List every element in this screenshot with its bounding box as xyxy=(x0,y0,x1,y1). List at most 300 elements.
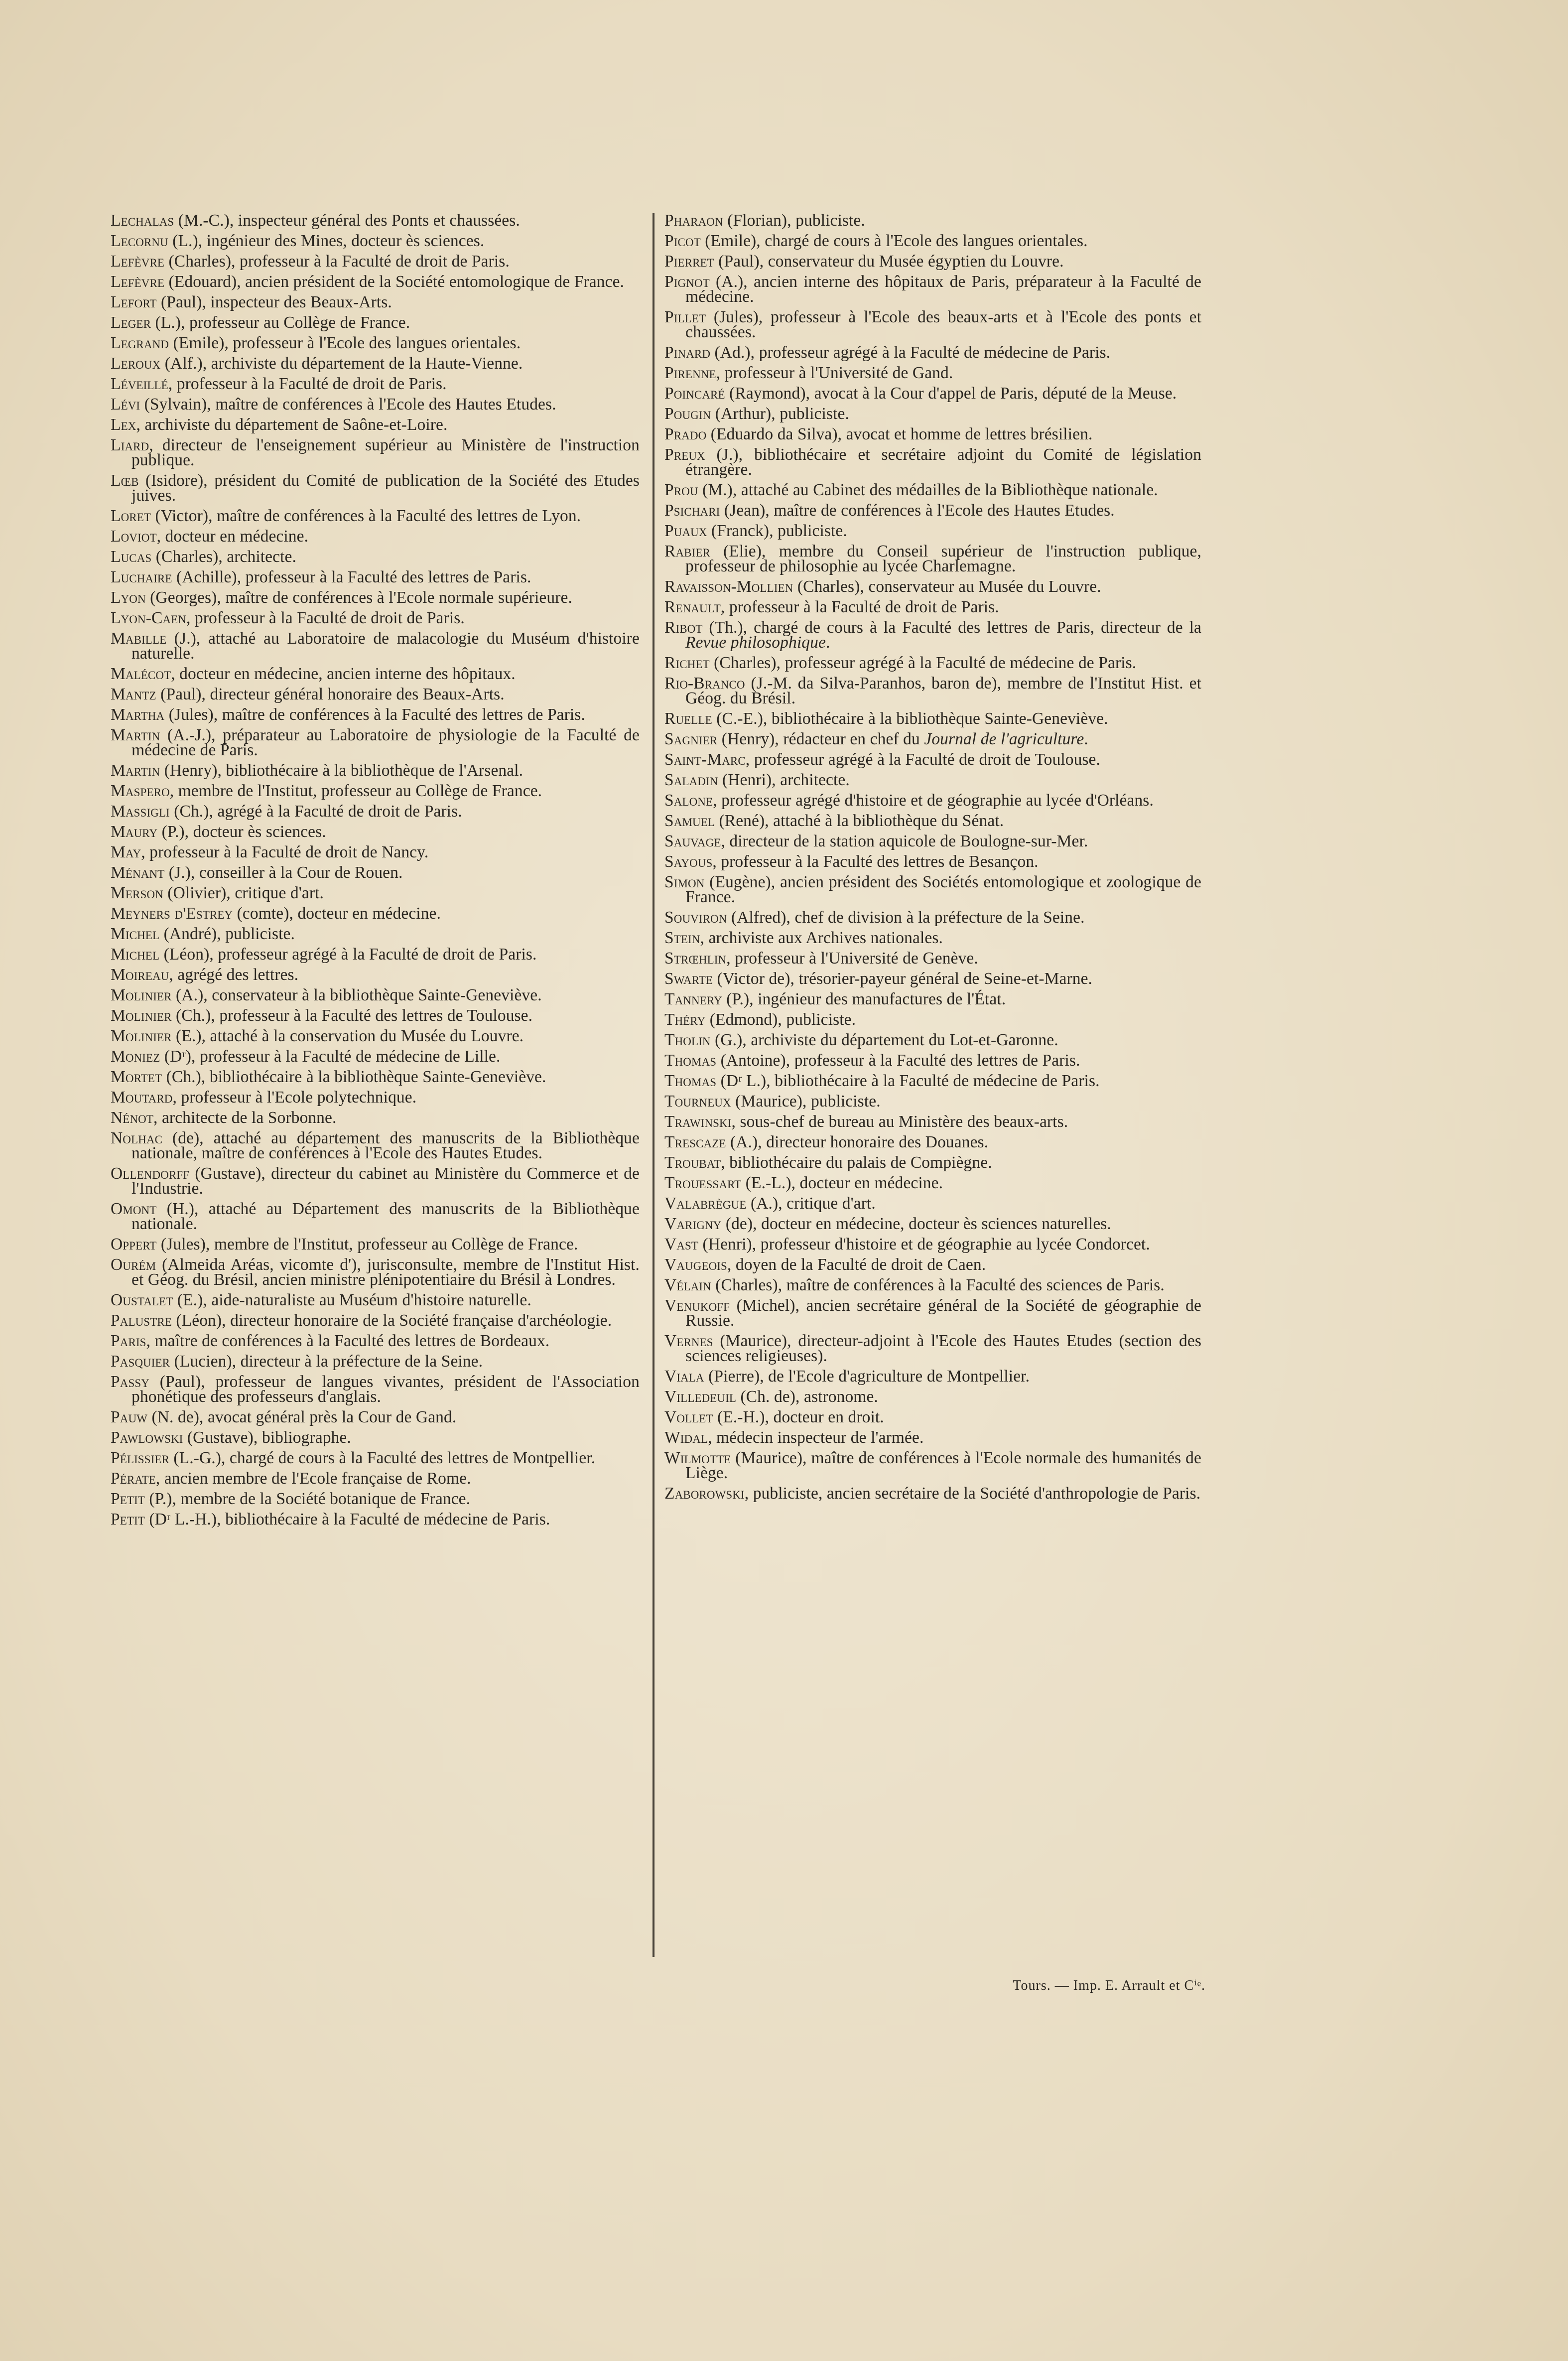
entry-name: Nénot xyxy=(111,1109,154,1127)
entry-description: (Almeida Aréas, vicomte d'), jurisconsulte, membre de l'Institut Hist. et Géog. du Brésil, ancien ministre plénipotentiaire du Brésil à Londres. xyxy=(131,1255,640,1289)
entry-name: Leger xyxy=(111,313,151,332)
entry-name: Valabrègue xyxy=(664,1194,747,1213)
entry-description: , professeur agrégé d'histoire et de géographie au lycée d'Orléans. xyxy=(713,791,1154,810)
entry-description: , docteur en médecine, ancien interne des hôpitaux. xyxy=(171,665,516,683)
entry-description-end: . xyxy=(1084,730,1088,748)
entry-description: (Edmond), publiciste. xyxy=(705,1010,856,1029)
list-item xyxy=(664,1012,1201,1027)
entry-description: (A.), conservateur à la bibliothèque Sainte-Geneviève. xyxy=(171,986,542,1004)
list-item xyxy=(111,886,640,901)
list-item xyxy=(111,254,640,269)
column-divider xyxy=(653,213,654,1957)
list-item xyxy=(111,1410,640,1425)
entry-name: Vernes xyxy=(664,1332,713,1350)
list-item xyxy=(664,1298,1201,1328)
entry-description: (Arthur), publiciste. xyxy=(711,405,849,423)
entry-description: (Emile), chargé de cours à l'Ecole des langues orientales. xyxy=(700,232,1088,250)
list-item xyxy=(111,865,640,880)
entry-name: Richet xyxy=(664,654,710,672)
entry-description: , directeur de l'enseignement supérieur au Ministère de l'instruction publique. xyxy=(131,436,640,469)
list-item xyxy=(664,1176,1201,1191)
entry-name: Widal xyxy=(664,1428,708,1447)
entry-name: Loret xyxy=(111,507,151,525)
list-item xyxy=(664,752,1201,767)
entry-description: (André), publiciste. xyxy=(159,925,295,943)
entry-name: Martha xyxy=(111,705,165,724)
entry-name: Pougin xyxy=(664,405,711,423)
list-item xyxy=(111,473,640,503)
list-item xyxy=(664,1217,1201,1232)
entry-name: Molinier xyxy=(111,986,172,1004)
entry-name: Oppert xyxy=(111,1235,157,1253)
entry-name: Sayous xyxy=(664,852,713,871)
entry-name: Troubat xyxy=(664,1153,721,1172)
entry-name: Lefèvre xyxy=(111,273,165,291)
entry-name: Molinier xyxy=(111,1027,172,1045)
entry-description: (René), attaché à la bibliothèque du Sénat. xyxy=(715,812,1004,830)
entry-description: , professeur à la Faculté des lettres de Besançon. xyxy=(712,852,1039,871)
entry-description: , professeur à la Faculté de droit de Paris. xyxy=(186,609,465,627)
entry-description: , ancien membre de l'Ecole française de Rome. xyxy=(155,1469,471,1488)
entry-description: (Ch.), professeur à la Faculté des lettres de Toulouse. xyxy=(171,1006,533,1025)
list-item xyxy=(664,1135,1201,1150)
entry-description: (A.), ancien interne des hôpitaux de Paris, préparateur à la Faculté de médecine. xyxy=(685,273,1201,306)
entry-description: (Ch.), bibliothécaire à la bibliothèque Sainte-Geneviève. xyxy=(162,1068,546,1086)
entry-name: Lyon-Caen xyxy=(111,609,186,627)
list-item xyxy=(111,1492,640,1507)
list-item xyxy=(111,631,640,661)
entry-name: Ravaisson-Mollien xyxy=(664,577,793,596)
list-item xyxy=(111,570,640,585)
list-item xyxy=(111,845,640,860)
entry-description: (Paul), professeur de langues vivantes, président de l'Association phonétique des professeurs d'anglais. xyxy=(131,1373,640,1406)
printer-imprint: Tours. — Imp. E. Arrault et Cⁱᵉ. xyxy=(1013,1978,1205,1993)
list-item xyxy=(664,254,1201,269)
entry-name: Moniez xyxy=(111,1047,160,1066)
entry-description: (Gustave), directeur du cabinet au Ministère du Commerce et de l'Industrie. xyxy=(131,1164,640,1198)
entry-description: (Ch. de), astronome. xyxy=(736,1388,878,1406)
entry-name: Viala xyxy=(664,1367,704,1386)
entry-description: (A.), critique d'art. xyxy=(746,1194,876,1213)
list-item xyxy=(664,931,1201,946)
entry-name: Wilmotte xyxy=(664,1449,731,1467)
list-item xyxy=(111,1293,640,1308)
list-item xyxy=(664,1094,1201,1109)
entry-description: , docteur en médecine. xyxy=(156,527,309,546)
list-item xyxy=(664,345,1201,360)
entry-name: Lyon xyxy=(111,588,146,607)
list-item xyxy=(664,910,1201,925)
entry-name: Rabier xyxy=(664,542,710,560)
entry-description: (Charles), architecte. xyxy=(151,548,296,566)
entry-name: Léveillé xyxy=(111,375,168,393)
entry-name: Ribot xyxy=(664,618,703,637)
list-item xyxy=(111,1029,640,1044)
entry-name: Pélissier xyxy=(111,1449,169,1467)
list-item xyxy=(664,503,1201,518)
entry-description: (Henry), bibliothécaire à la bibliothèque de l'Arsenal. xyxy=(160,761,523,780)
entry-description: (N. de), avocat général près la Cour de Gand. xyxy=(147,1408,457,1426)
entry-name: Petit xyxy=(111,1490,145,1508)
entry-name: Moutard xyxy=(111,1088,173,1107)
entry-description: (Paul), inspecteur des Beaux-Arts. xyxy=(156,293,392,311)
entry-name: Lœb xyxy=(111,471,139,490)
entry-name: Tholin xyxy=(664,1031,711,1049)
entry-description: , professeur à la Faculté de droit de Paris. xyxy=(168,375,447,393)
entry-name: Picot xyxy=(664,232,701,250)
entry-description: (Jules), maître de conférences à la Faculté des lettres de Paris. xyxy=(164,705,585,724)
entry-description: (Gustave), bibliographe. xyxy=(183,1428,351,1447)
entry-name: Samuel xyxy=(664,812,715,830)
entry-name: Legrand xyxy=(111,334,169,352)
list-item xyxy=(111,529,640,544)
list-item xyxy=(111,1430,640,1445)
entry-name: Saladin xyxy=(664,771,718,789)
entry-italic-title: Journal de l'agriculture xyxy=(924,730,1084,748)
entry-name: Prado xyxy=(664,425,707,443)
entry-name: Zaborowski xyxy=(664,1484,745,1503)
entry-description: (Dʳ), professeur à la Faculté de médecine de Lille. xyxy=(160,1047,501,1066)
list-item xyxy=(664,1053,1201,1068)
list-item xyxy=(111,1070,640,1085)
entry-description: (Georges), maître de conférences à l'Ecole normale supérieure. xyxy=(145,588,572,607)
entry-description: , membre de l'Institut, professeur au Collège de France. xyxy=(169,782,542,800)
list-item xyxy=(111,707,640,722)
list-item xyxy=(111,438,640,468)
entry-name: Massigli xyxy=(111,802,170,821)
list-item xyxy=(111,1334,640,1349)
entry-name: Lévi xyxy=(111,395,140,414)
entry-italic-title: Revue philosophique xyxy=(685,633,826,652)
list-item xyxy=(111,1375,640,1404)
entry-name: Pasquier xyxy=(111,1352,170,1371)
list-item xyxy=(111,377,640,392)
list-item xyxy=(111,275,640,289)
entry-description: (Maurice), publiciste. xyxy=(731,1092,881,1111)
entry-description: , professeur à l'Université de Gand. xyxy=(716,364,953,382)
entry-description: (J.-M. da Silva-Paranhos, baron de), membre de l'Institut Hist. et Géog. du Brésil. xyxy=(685,674,1201,707)
list-item xyxy=(664,1074,1201,1089)
entry-description: (Olivier), critique d'art. xyxy=(163,884,324,902)
entry-name: Vélain xyxy=(664,1276,711,1294)
entry-name: Tourneux xyxy=(664,1092,731,1111)
entry-description: (H.), attaché au Département des manuscrits de la Bibliothèque nationale. xyxy=(131,1200,640,1233)
entry-description: , professeur à l'Ecole polytechnique. xyxy=(172,1088,417,1107)
entry-name: Pirenne xyxy=(664,364,716,382)
entry-name: Malécot xyxy=(111,665,171,683)
list-item xyxy=(111,336,640,351)
entry-name: Trouessart xyxy=(664,1174,742,1192)
entry-name: Loviot xyxy=(111,527,157,546)
entry-name: Maspero xyxy=(111,782,170,800)
list-item xyxy=(664,1369,1201,1384)
list-item xyxy=(664,579,1201,594)
entry-description: (Ad.), professeur agrégé à la Faculté de médecine de Paris. xyxy=(710,343,1111,362)
entry-description: (Elie), membre du Conseil supérieur de l'instruction publique, professeur de philosophie au lycée Charlemagne. xyxy=(685,542,1201,575)
list-item xyxy=(664,213,1201,228)
entry-name: Pignot xyxy=(664,273,710,291)
entry-description: , professeur agrégé à la Faculté de droit de Toulouse. xyxy=(745,750,1101,769)
entry-description: (Isidore), président du Comité de publication de la Société des Etudes juives. xyxy=(131,471,640,505)
list-item xyxy=(664,447,1201,477)
entry-description: (Eduardo da Silva), avocat et homme de lettres brésilien. xyxy=(706,425,1093,443)
entry-name: Ourém xyxy=(111,1255,156,1274)
list-item xyxy=(664,600,1201,615)
entry-name: Trescaze xyxy=(664,1133,726,1151)
entry-description: (M.-C.), inspecteur général des Ponts et chaussées. xyxy=(174,211,520,230)
list-item xyxy=(111,1111,640,1125)
entry-description: (Charles), professeur à la Faculté de droit de Paris. xyxy=(164,252,510,271)
entry-description: (P.), ingénieur des manufactures de l'État. xyxy=(722,990,1006,1008)
entry-description: (Edouard), ancien président de la Société entomologique de France. xyxy=(164,273,625,291)
entry-name: Thomas xyxy=(664,1051,717,1070)
entry-name: Ruelle xyxy=(664,709,712,728)
entry-description: , doyen de la Faculté de droit de Caen. xyxy=(727,1255,986,1274)
list-item xyxy=(111,356,640,371)
entry-name: Swarte xyxy=(664,970,713,988)
entry-name: Trawinski xyxy=(664,1112,732,1131)
entry-description: (P.), membre de la Société botanique de France. xyxy=(144,1490,471,1508)
list-item xyxy=(664,711,1201,726)
list-item xyxy=(664,1257,1201,1272)
entry-description: (Sylvain), maître de conférences à l'Ecole des Hautes Etudes. xyxy=(140,395,556,414)
entry-name: Thomas xyxy=(664,1072,717,1090)
entry-description: , maître de conférences à la Faculté des lettres de Bordeaux. xyxy=(146,1332,550,1350)
entry-description: (J.), conseiller à la Cour de Rouen. xyxy=(164,863,403,882)
entry-name: Leroux xyxy=(111,354,161,373)
entry-description: (J.), bibliothécaire et secrétaire adjoint du Comité de législation étrangère. xyxy=(685,445,1201,479)
list-item xyxy=(664,1237,1201,1252)
entry-description: (Alfred), chef de division à la préfecture de la Seine. xyxy=(727,908,1085,927)
list-item xyxy=(111,947,640,962)
entry-description: (P.), docteur ès sciences. xyxy=(157,823,326,841)
entry-description: (Franck), publiciste. xyxy=(707,522,847,540)
list-item xyxy=(111,1313,640,1328)
entry-description: (E.), aide-naturaliste au Muséum d'histoire naturelle. xyxy=(173,1291,531,1309)
list-item xyxy=(111,590,640,605)
list-item xyxy=(111,906,640,921)
entry-description: (Henri), professeur d'histoire et de géographie au lycée Condorcet. xyxy=(698,1235,1150,1253)
entry-description: , architecte de la Sorbonne. xyxy=(153,1109,337,1127)
list-item xyxy=(111,1471,640,1486)
entry-name: Vast xyxy=(664,1235,699,1253)
entry-name: Mabille xyxy=(111,629,167,648)
entry-description: (Henry), rédacteur en chef du xyxy=(717,730,924,748)
list-item xyxy=(664,875,1201,905)
entry-name: Pauw xyxy=(111,1408,147,1426)
entry-description: (Charles), conservateur au Musée du Louvre. xyxy=(793,577,1101,596)
list-item xyxy=(111,550,640,564)
entry-name: Lefèvre xyxy=(111,252,165,271)
entry-description: (A.), directeur honoraire des Douanes. xyxy=(726,1133,989,1151)
list-item xyxy=(111,1049,640,1064)
left-column xyxy=(111,213,640,1532)
entry-description: (Léon), professeur agrégé à la Faculté de droit de Paris. xyxy=(159,945,537,964)
entry-description: , archiviste aux Archives nationales. xyxy=(700,929,943,947)
entry-name: Théry xyxy=(664,1010,706,1029)
entry-description: (Raymond), avocat à la Cour d'appel de Paris, député de la Meuse. xyxy=(725,384,1177,403)
entry-description: (Henri), architecte. xyxy=(718,771,850,789)
entry-description: , médecin inspecteur de l'armée. xyxy=(708,1428,924,1447)
entry-name: Sauvage xyxy=(664,832,721,850)
list-item xyxy=(111,611,640,626)
entry-description: (Dʳ L.-H.), bibliothécaire à la Faculté de médecine de Paris. xyxy=(144,1510,550,1528)
entry-description: (Th.), chargé de cours à la Faculté des lettres de Paris, directeur de la xyxy=(702,618,1201,637)
list-item xyxy=(111,927,640,942)
entry-name: Ollendorff xyxy=(111,1164,190,1183)
entry-name: Michel xyxy=(111,945,160,964)
entry-description: (L.), ingénieur des Mines, docteur ès sciences. xyxy=(168,232,485,250)
entry-description: , professeur à l'Université de Genève. xyxy=(726,949,978,968)
entry-name: Renault xyxy=(664,598,721,616)
list-item xyxy=(664,1410,1201,1425)
list-item xyxy=(664,1033,1201,1048)
list-item xyxy=(664,310,1201,340)
entry-name: Lechalas xyxy=(111,211,174,230)
list-item xyxy=(664,366,1201,381)
entry-name: Lefort xyxy=(111,293,157,311)
entry-name: Meyners d'Estrey xyxy=(111,904,233,923)
list-item xyxy=(664,972,1201,986)
entry-description: (E.-H.), docteur en droit. xyxy=(713,1408,884,1426)
list-item xyxy=(111,1237,640,1252)
entry-name: Vollet xyxy=(664,1408,713,1426)
entry-name: Mantz xyxy=(111,685,156,703)
list-item xyxy=(664,834,1201,849)
entry-description: (Alf.), archiviste du département de la Haute-Vienne. xyxy=(160,354,523,373)
entry-description: (Maurice), directeur-adjoint à l'Ecole des Hautes Etudes (section des sciences religieuses). xyxy=(685,1332,1201,1365)
list-item xyxy=(111,1451,640,1466)
list-item xyxy=(664,656,1201,671)
entry-description: , professeur à la Faculté de droit de Nancy. xyxy=(141,843,429,861)
entry-description: (Antoine), professeur à la Faculté des lettres de Paris. xyxy=(716,1051,1080,1070)
entry-name: Rio-Branco xyxy=(664,674,745,693)
entry-name: Saint-Marc xyxy=(664,750,746,769)
list-item xyxy=(111,968,640,982)
entry-name: Tannery xyxy=(664,990,722,1008)
entry-description: (G.), archiviste du département du Lot-et-Garonne. xyxy=(710,1031,1058,1049)
entry-name: Pérate xyxy=(111,1469,156,1488)
list-item xyxy=(111,397,640,412)
entry-name: Prou xyxy=(664,481,698,499)
entry-description: (Pierre), de l'Ecole d'agriculture de Montpellier. xyxy=(704,1367,1030,1386)
entry-description: (L.), professeur au Collège de France. xyxy=(151,313,410,332)
list-item xyxy=(111,509,640,524)
entry-name: Pillet xyxy=(664,308,706,326)
entry-name: Passy xyxy=(111,1373,149,1391)
entry-name: Pawlowski xyxy=(111,1428,183,1447)
entry-name: Pierret xyxy=(664,252,714,271)
list-item xyxy=(664,524,1201,539)
entry-description: (M.), attaché au Cabinet des médailles de la Bibliothèque nationale. xyxy=(698,481,1158,499)
entry-description: , agrégé des lettres. xyxy=(169,966,299,984)
entry-description: (Victor), maître de conférences à la Faculté des lettres de Lyon. xyxy=(151,507,581,525)
entry-description: (Achille), professeur à la Faculté des lettres de Paris. xyxy=(172,568,531,586)
entry-description: (de), attaché au département des manuscrits de la Bibliothèque nationale, maître de conférences à l'Ecole des Hautes Etudes. xyxy=(131,1129,640,1162)
entry-name: May xyxy=(111,843,141,861)
entry-description: , bibliothécaire du palais de Compiègne. xyxy=(721,1153,992,1172)
list-item xyxy=(111,763,640,778)
list-item xyxy=(111,1166,640,1196)
entry-name: Molinier xyxy=(111,1006,172,1025)
entry-name: Preux xyxy=(664,445,705,464)
list-item xyxy=(664,620,1201,650)
list-item xyxy=(111,784,640,799)
entry-description: , directeur de la station aquicole de Boulogne-sur-Mer. xyxy=(721,832,1088,850)
list-item xyxy=(111,1354,640,1369)
entry-description: (Maurice), maître de conférences à l'Ecole normale des humanités de Liège. xyxy=(685,1449,1201,1482)
list-item xyxy=(664,386,1201,401)
list-item xyxy=(111,213,640,228)
list-item xyxy=(664,814,1201,829)
entry-description: , archiviste du département de Saône-et-Loire. xyxy=(136,416,448,434)
entry-name: Pinard xyxy=(664,343,711,362)
entry-description: (C.-E.), bibliothécaire à la bibliothèque Sainte-Geneviève. xyxy=(712,709,1108,728)
entry-name: Luchaire xyxy=(111,568,172,586)
entry-description: (Eugène), ancien président des Sociétés entomologique et zoologique de France. xyxy=(685,873,1201,906)
entry-name: Paris xyxy=(111,1332,146,1350)
entry-description: (Lucien), directeur à la préfecture de la Seine. xyxy=(170,1352,483,1371)
list-item xyxy=(664,1451,1201,1481)
list-item xyxy=(111,804,640,819)
entry-name: Maury xyxy=(111,823,158,841)
entry-description: (A.-J.), préparateur au Laboratoire de physiologie de la Faculté de médecine de Paris. xyxy=(131,726,640,759)
entry-name: Petit xyxy=(111,1510,145,1528)
list-item xyxy=(664,1389,1201,1404)
entry-name: Sagnier xyxy=(664,730,718,748)
list-item xyxy=(111,1202,640,1232)
list-item xyxy=(664,676,1201,706)
entry-name: Lucas xyxy=(111,548,152,566)
list-item xyxy=(664,275,1201,304)
entry-description: (Jules), membre de l'Institut, professeur au Collège de France. xyxy=(156,1235,578,1253)
list-item xyxy=(111,1131,640,1161)
entry-name: Michel xyxy=(111,925,160,943)
entry-description: (Paul), directeur général honoraire des Beaux-Arts. xyxy=(156,685,505,703)
entry-description: (Dʳ L.), bibliothécaire à la Faculté de médecine de Paris. xyxy=(716,1072,1100,1090)
entry-description: (L.-G.), chargé de cours à la Faculté des lettres de Montpellier. xyxy=(169,1449,596,1467)
entry-name: Psichari xyxy=(664,501,720,520)
entry-name: Moireau xyxy=(111,966,169,984)
list-item xyxy=(111,1008,640,1023)
list-item xyxy=(664,407,1201,421)
entry-name: Varigny xyxy=(664,1215,722,1233)
list-item xyxy=(664,951,1201,966)
list-item xyxy=(111,1257,640,1287)
list-item xyxy=(664,544,1201,574)
entry-name: Pharaon xyxy=(664,211,723,230)
entry-name: Villedeuil xyxy=(664,1388,736,1406)
entry-description: (comte), docteur en médecine. xyxy=(233,904,441,923)
entry-name: Puaux xyxy=(664,522,707,540)
list-item xyxy=(664,854,1201,869)
list-item xyxy=(664,1486,1201,1501)
list-item xyxy=(111,234,640,249)
entry-name: Mortet xyxy=(111,1068,162,1086)
entry-description: (Charles), maître de conférences à la Faculté des sciences de Paris. xyxy=(711,1276,1165,1294)
list-item xyxy=(664,1278,1201,1293)
entry-description: (Michel), ancien secrétaire général de la Société de géographie de Russie. xyxy=(685,1296,1201,1330)
list-item xyxy=(664,1196,1201,1211)
entry-name: Omont xyxy=(111,1200,157,1218)
list-item xyxy=(111,417,640,432)
entry-name: Venukoff xyxy=(664,1296,730,1315)
entry-name: Palustre xyxy=(111,1311,172,1330)
entry-description: , sous-chef de bureau au Ministère des beaux-arts. xyxy=(731,1112,1068,1131)
list-item xyxy=(111,825,640,839)
entry-description: (Florian), publiciste. xyxy=(723,211,865,230)
entry-name: Lecornu xyxy=(111,232,168,250)
